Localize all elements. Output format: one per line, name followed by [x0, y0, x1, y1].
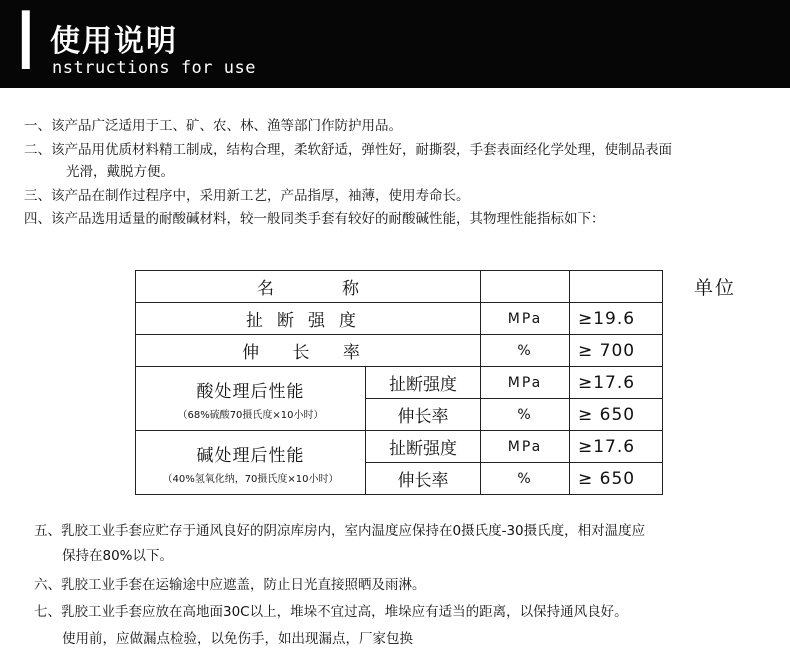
header-big-letter: I: [14, 0, 38, 88]
table-row: [136, 367, 663, 399]
table-header-name: 名 称: [136, 271, 481, 303]
table-row: [136, 335, 663, 367]
table-header-unit: [481, 271, 570, 303]
intro-item-4: 四、该产品选用适量的耐酸碱材料，较一般同类手套有较好的耐酸碱性能，其物理性能指标如下：: [24, 211, 605, 227]
alkali-group-note: （40%氢氧化纳，70摄氏度×10小时）: [162, 473, 339, 485]
acid-group-cell: [136, 367, 366, 431]
row-name: 扯断强度: [366, 431, 481, 463]
intro-item-1: 一、该产品广泛适用于工、矿、农、林、渔等部门作防护用品。: [24, 118, 402, 134]
row-name: 扯断强度: [136, 303, 481, 335]
row-value: ≥19.6: [570, 303, 663, 335]
row-value: ≥17.6: [570, 367, 663, 399]
outro-item-7-cont: 使用前，应做漏点检验，以免伤手，如出现漏点，厂家包换: [62, 631, 413, 647]
table-row: [136, 303, 663, 335]
acid-group-note: （68%硫酸70摄氏度×10小时）: [177, 409, 324, 421]
header-banner: [0, 0, 790, 88]
row-unit: MPa: [481, 367, 570, 399]
row-value: ≥ 700: [570, 335, 663, 367]
unit-header: 单位: [694, 277, 737, 299]
table-row: [136, 431, 663, 463]
outro-item-5: 五、乳胶工业手套应贮存于通风良好的阴凉库房内，室内温度应保持在0摄氏度-30摄氏度，相对温度应: [34, 523, 646, 539]
intro-item-2-cont: 光滑，戴脱方便。: [66, 164, 174, 180]
outro-item-7: 七、乳胶工业手套应放在高地面30C以上，堆垛不宜过高，堆垛应有适当的距离，以保持通风良好。: [34, 604, 628, 620]
alkali-group-cell: [136, 431, 366, 495]
page-title: 使用说明: [50, 24, 178, 59]
page-subtitle: nstructions for use: [52, 58, 256, 78]
row-unit: MPa: [481, 431, 570, 463]
row-name: 伸长率: [366, 399, 481, 431]
row-name: 伸 长 率: [136, 335, 481, 367]
outro-item-5-cont: 保持在80%以下。: [62, 548, 174, 564]
table-header-value: [570, 271, 663, 303]
row-unit: %: [481, 463, 570, 495]
outro-item-6: 六、乳胶工业手套在运输途中应遮盖，防止日光直接照晒及雨淋。: [34, 577, 426, 593]
row-value: ≥ 650: [570, 463, 663, 495]
acid-group-title: 酸处理后性能: [196, 381, 305, 402]
row-name: 伸长率: [366, 463, 481, 495]
intro-item-2: 二、该产品用优质材料精工制成，结构合理，柔软舒适，弹性好，耐撕裂，手套表面经化学处理，使制品表面: [24, 142, 672, 158]
table-header-row: [136, 271, 663, 303]
row-unit: %: [481, 335, 570, 367]
row-name: 扯断强度: [366, 367, 481, 399]
intro-item-3: 三、该产品在制作过程序中，采用新工艺，产品指厚，袖薄，使用寿命长。: [24, 188, 470, 204]
row-unit: MPa: [481, 303, 570, 335]
row-unit: %: [481, 399, 570, 431]
row-value: ≥17.6: [570, 431, 663, 463]
spec-table: [135, 270, 663, 495]
alkali-group-title: 碱处理后性能: [196, 445, 305, 466]
row-value: ≥ 650: [570, 399, 663, 431]
